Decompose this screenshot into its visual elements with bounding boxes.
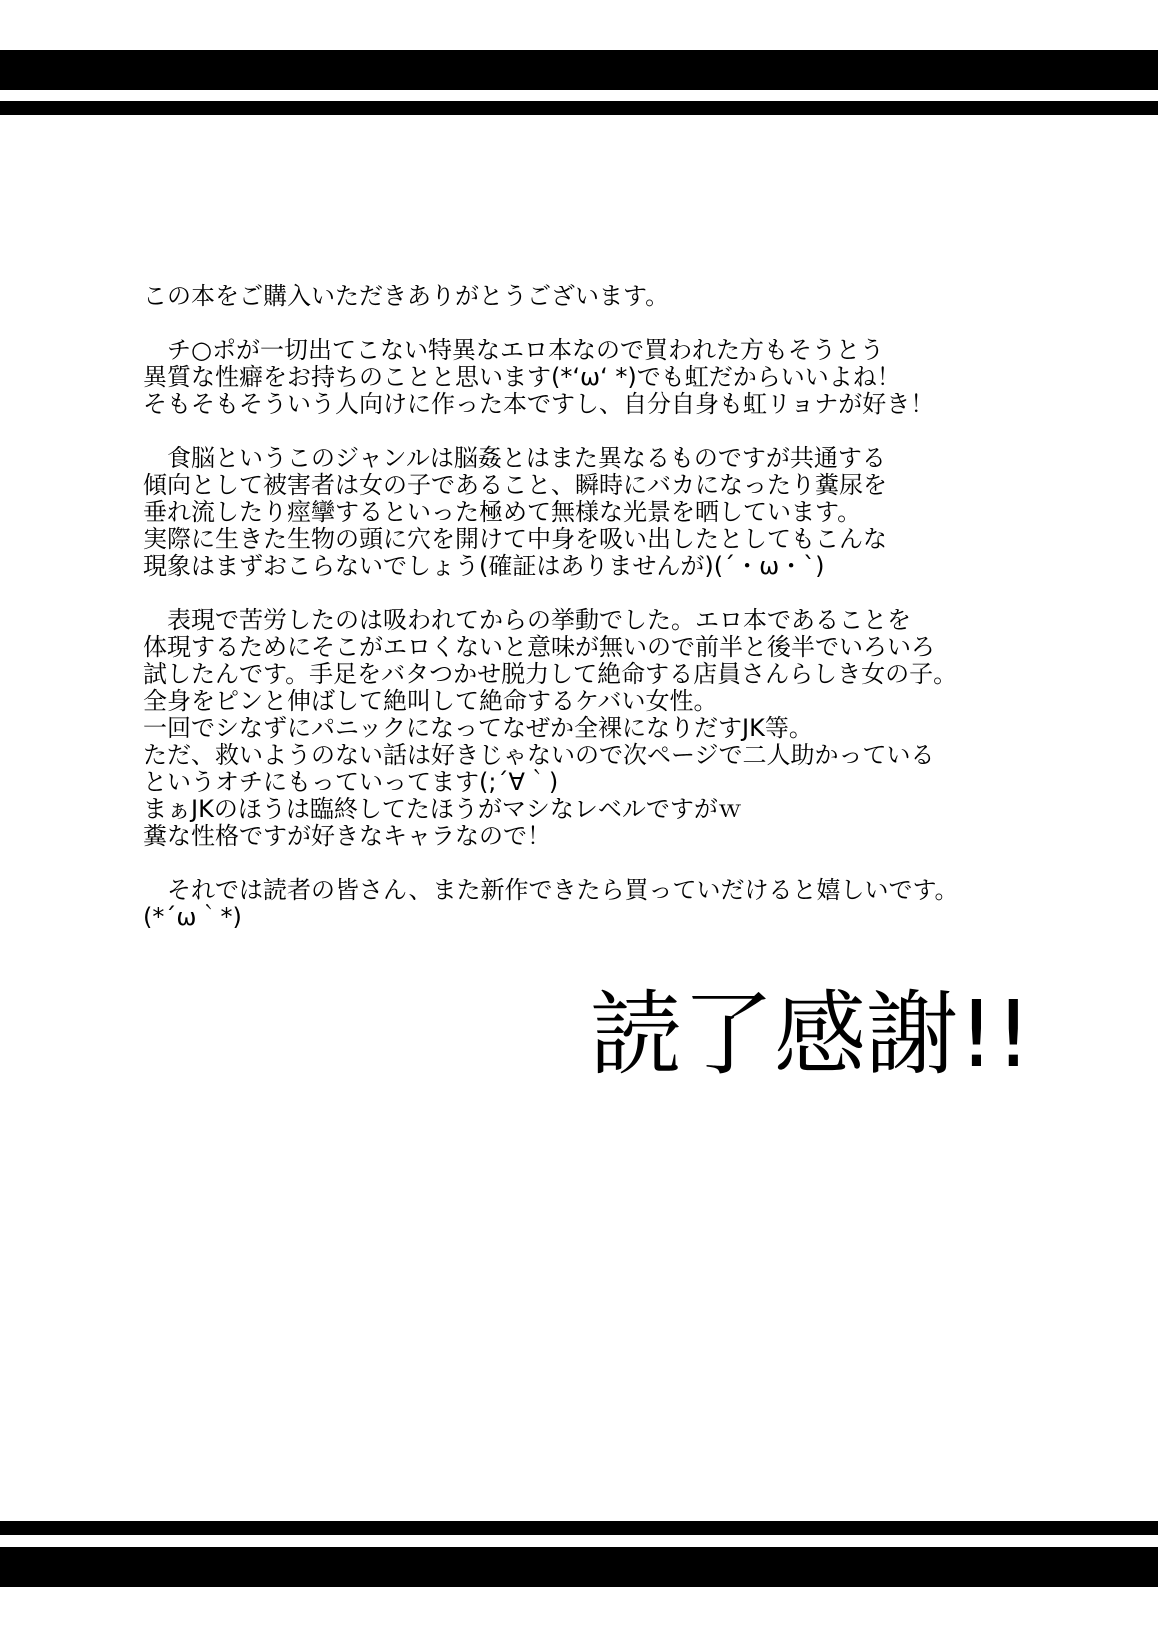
bottom-border-thick <box>0 1547 1158 1587</box>
afterword-paragraph <box>143 337 1043 418</box>
afterword-text <box>143 283 1043 958</box>
text-line: そもそもそういう人向けに作った本ですし、自分自身も虹リョナが好き！ <box>143 390 935 418</box>
text-line: 垂れ流したり痙攣するといった極めて無様な光景を晒しています。 <box>143 498 862 526</box>
text-line: 試したんです。手足をバタつかせ脱力して絶命する店員さんらしき女の子。 <box>143 660 958 688</box>
text-line: それでは読者の皆さん、また新作できたら買っていだけると嬉しいです。 <box>143 876 959 904</box>
text-line: この本をご購入いただきありがとうございます。 <box>143 282 670 310</box>
text-line: 実際に生きた生物の頭に穴を開けて中身を吸い出したとしてもこんな <box>143 525 887 553</box>
text-line: チ○ポが一切出てこない特異なエロ本なので買われた方もそうとう <box>143 336 884 364</box>
top-border-thin <box>0 101 1158 115</box>
text-line: 傾向として被害者は女の子であること、瞬時にバカになったり糞尿を <box>143 471 887 499</box>
text-line: 異質な性癖をお持ちのことと思います(*‘ω‘ *)でも虹だからいいよね！ <box>143 363 901 391</box>
top-border-thick <box>0 50 1158 90</box>
text-line: 一回でシなずにパニックになってなぜか全裸になりだすJK等。 <box>143 714 813 742</box>
text-line: ただ、救いようのない話は好きじゃないので次ページで二人助かっている <box>143 741 935 769</box>
text-line: 現象はまずおこらないでしょう(確証はありませんが)(´・ω・`) <box>143 552 825 580</box>
text-line: 糞な性格ですが好きなキャラなので！ <box>143 822 551 850</box>
afterword-paragraph <box>143 445 1043 580</box>
text-line: 全身をピンと伸ばして絶叫して絶命するケバい女性。 <box>143 687 718 715</box>
afterword-paragraph <box>143 283 1043 310</box>
afterword-paragraph <box>143 877 1043 931</box>
text-line: まぁJKのほうは臨終してたほうがマシなレベルですがｗ <box>143 795 742 823</box>
bottom-border-thin <box>0 1521 1158 1535</box>
afterword-paragraph <box>143 607 1043 850</box>
text-line: 表現で苦労したのは吸われてからの挙動でした。エロ本であることを <box>143 606 911 634</box>
text-line: というオチにもっていってます(;´∀｀) <box>143 768 559 796</box>
text-line: 食脳というこのジャンルは脳姦とはまた異なるものですが共通する <box>143 444 886 472</box>
text-line: (*´ω｀*) <box>143 903 242 931</box>
text-line: 体現するためにそこがエロくないと意味が無いので前半と後半でいろいろ <box>143 633 935 661</box>
closing-thanks-heading: 読了感謝!! <box>590 981 1032 1088</box>
